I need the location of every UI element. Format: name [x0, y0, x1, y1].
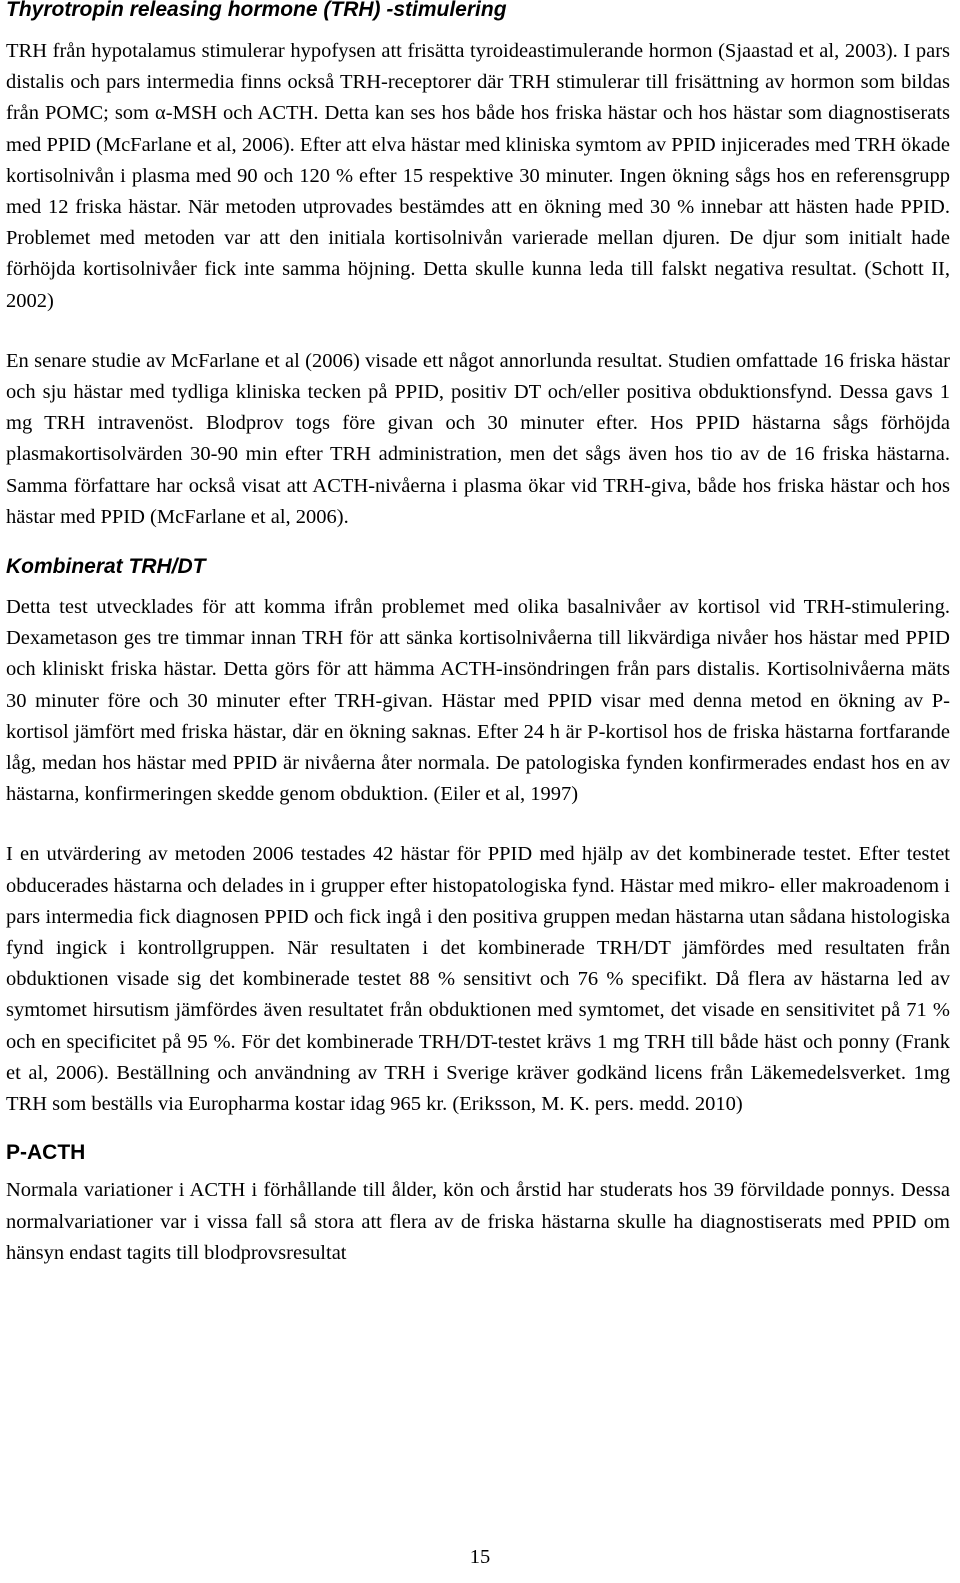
section-heading-trh: Thyrotropin releasing hormone (TRH) -stimulering	[6, 0, 507, 21]
document-page	[6, 0, 950, 1269]
section-heading-combined: Kombinerat TRH/DT	[6, 555, 206, 579]
paragraph-combined-1: Detta test utvecklades för att komma ifrån problemet med olika basalnivåer av kortisol vid TRH-stimulering. Dexametason ges tre timmar innan TRH för att sänka kortisolnivåerna till likvärdiga nivåer hos hästar med PPID och kliniskt friska hästar. Detta görs för att hämma ACTH-insöndringen från pars distalis. Kortisolnivåerna mäts 30 minuter före och 30 minuter efter TRH-givan. Hästar med PPID visar med denna metod en ökning av P-kortisol jämfört med friska hästar, där en ökning saknas. Efter 24 h är P-kortisol hos de friska hästarna fortfarande låg, medan hos hästar med PPID är nivåerna åter normala. De patologiska fynden konfirmerades endast hos en av hästarna, konfirmeringen skedde genom obduktion. (Eiler et al, 1997)	[6, 596, 950, 806]
paragraph-combined-2: I en utvärdering av metoden 2006 testades 42 hästar för PPID med hjälp av det kombinerade testet. Efter testet obducerades hästarna och delades in i grupper efter histopatologiska fynd. Hästar med mikro- eller makroadenom i pars intermedia fick diagnosen PPID och fick ingå i den positiva gruppen medan hästarna utan sådana histologiska fynd ingick i kontrollgruppen. När resultaten i det kombinerade TRH/DT jämfördes med resultaten från obduktionen visade sig det kombinerade testet 88 % sensitivt och 76 % specifikt. Då flera av hästarna led av symtomet hirsutism jämfördes även resultatet från obduktionen med symtomet, det visade en sensitivitet på 71 % och en specificitet på 95 %. För det kombinerade TRH/DT-testet krävs 1 mg TRH till både häst och ponny (Frank et al, 2006). Beställning och användning av TRH i Sverige kräver godkänd licens från Läkemedelsverket. 1mg TRH som beställs via Europharma kostar idag 965 kr. (Eriksson, M. K. pers. medd. 2010)	[6, 843, 950, 1116]
paragraph-trh-1: TRH från hypotalamus stimulerar hypofysen att frisätta tyroideastimulerande hormon (Sjaastad et al, 2003). I pars distalis och pars intermedia finns också TRH-receptorer där TRH stimulerar till frisättning av hormon som bildas från POMC; som α-MSH och ACTH. Detta kan ses hos både hos friska hästar och hos hästar som diagnostiserats med PPID (McFarlane et al, 2006). Efter att elva hästar med kliniska symtom av PPID injicerades med TRH ökade kortisolnivån i plasma med 90 och 120 % efter 15 respektive 30 minuter. Ingen ökning sågs hos en referensgrupp med 12 friska hästar. När metoden utprovades bestämdes att en ökning med 30 % innebar att hästen hade PPID. Problemet med metoden var att den initiala kortisolnivån varierade mellan djuren. De djur som initialt hade förhöjda kortisolnivåer fick inte samma höjning. Detta skulle kunna leda till falskt negativa resultat. (Schott II, 2002)	[6, 40, 950, 312]
section-combined-trh-dt	[6, 555, 950, 1120]
page-number: 15	[469, 1546, 491, 1568]
paragraph-trh-2: En senare studie av McFarlane et al (2006) visade ett något annorlunda resultat. Studien omfattade 16 friska hästar och sju hästar med tydliga kliniska tecken på PPID, positiv DT och/eller positiva obduktionsfynd. Dessa gavs 1 mg TRH intravenöst. Blodprov togs före givan och 30 minuter efter. Hos PPID hästarna sågs förhöjda plasmakortisolvärden 30-90 min efter TRH administration, men det sågs även hos tio av de 16 friska hästarna. Samma författare har också visat att ACTH-nivåerna i plasma ökar vid TRH-giva, både hos friska hästar och hos hästar med PPID (McFarlane et al, 2006).	[6, 349, 950, 528]
section-p-acth	[6, 1141, 950, 1269]
section-trh-stimulation	[6, 0, 950, 533]
section-heading-pacth: P-ACTH	[6, 1141, 86, 1165]
paragraph-pacth-1: Normala variationer i ACTH i förhållande till ålder, kön och årstid har studerats hos 39 förvildade ponnys. Dessa normalvariationer var i vissa fall så stora att flera av de friska hästarna skulle ha diagnostiserats med PPID om hänsyn endast tagits till blodprovsresultat	[6, 1179, 950, 1264]
